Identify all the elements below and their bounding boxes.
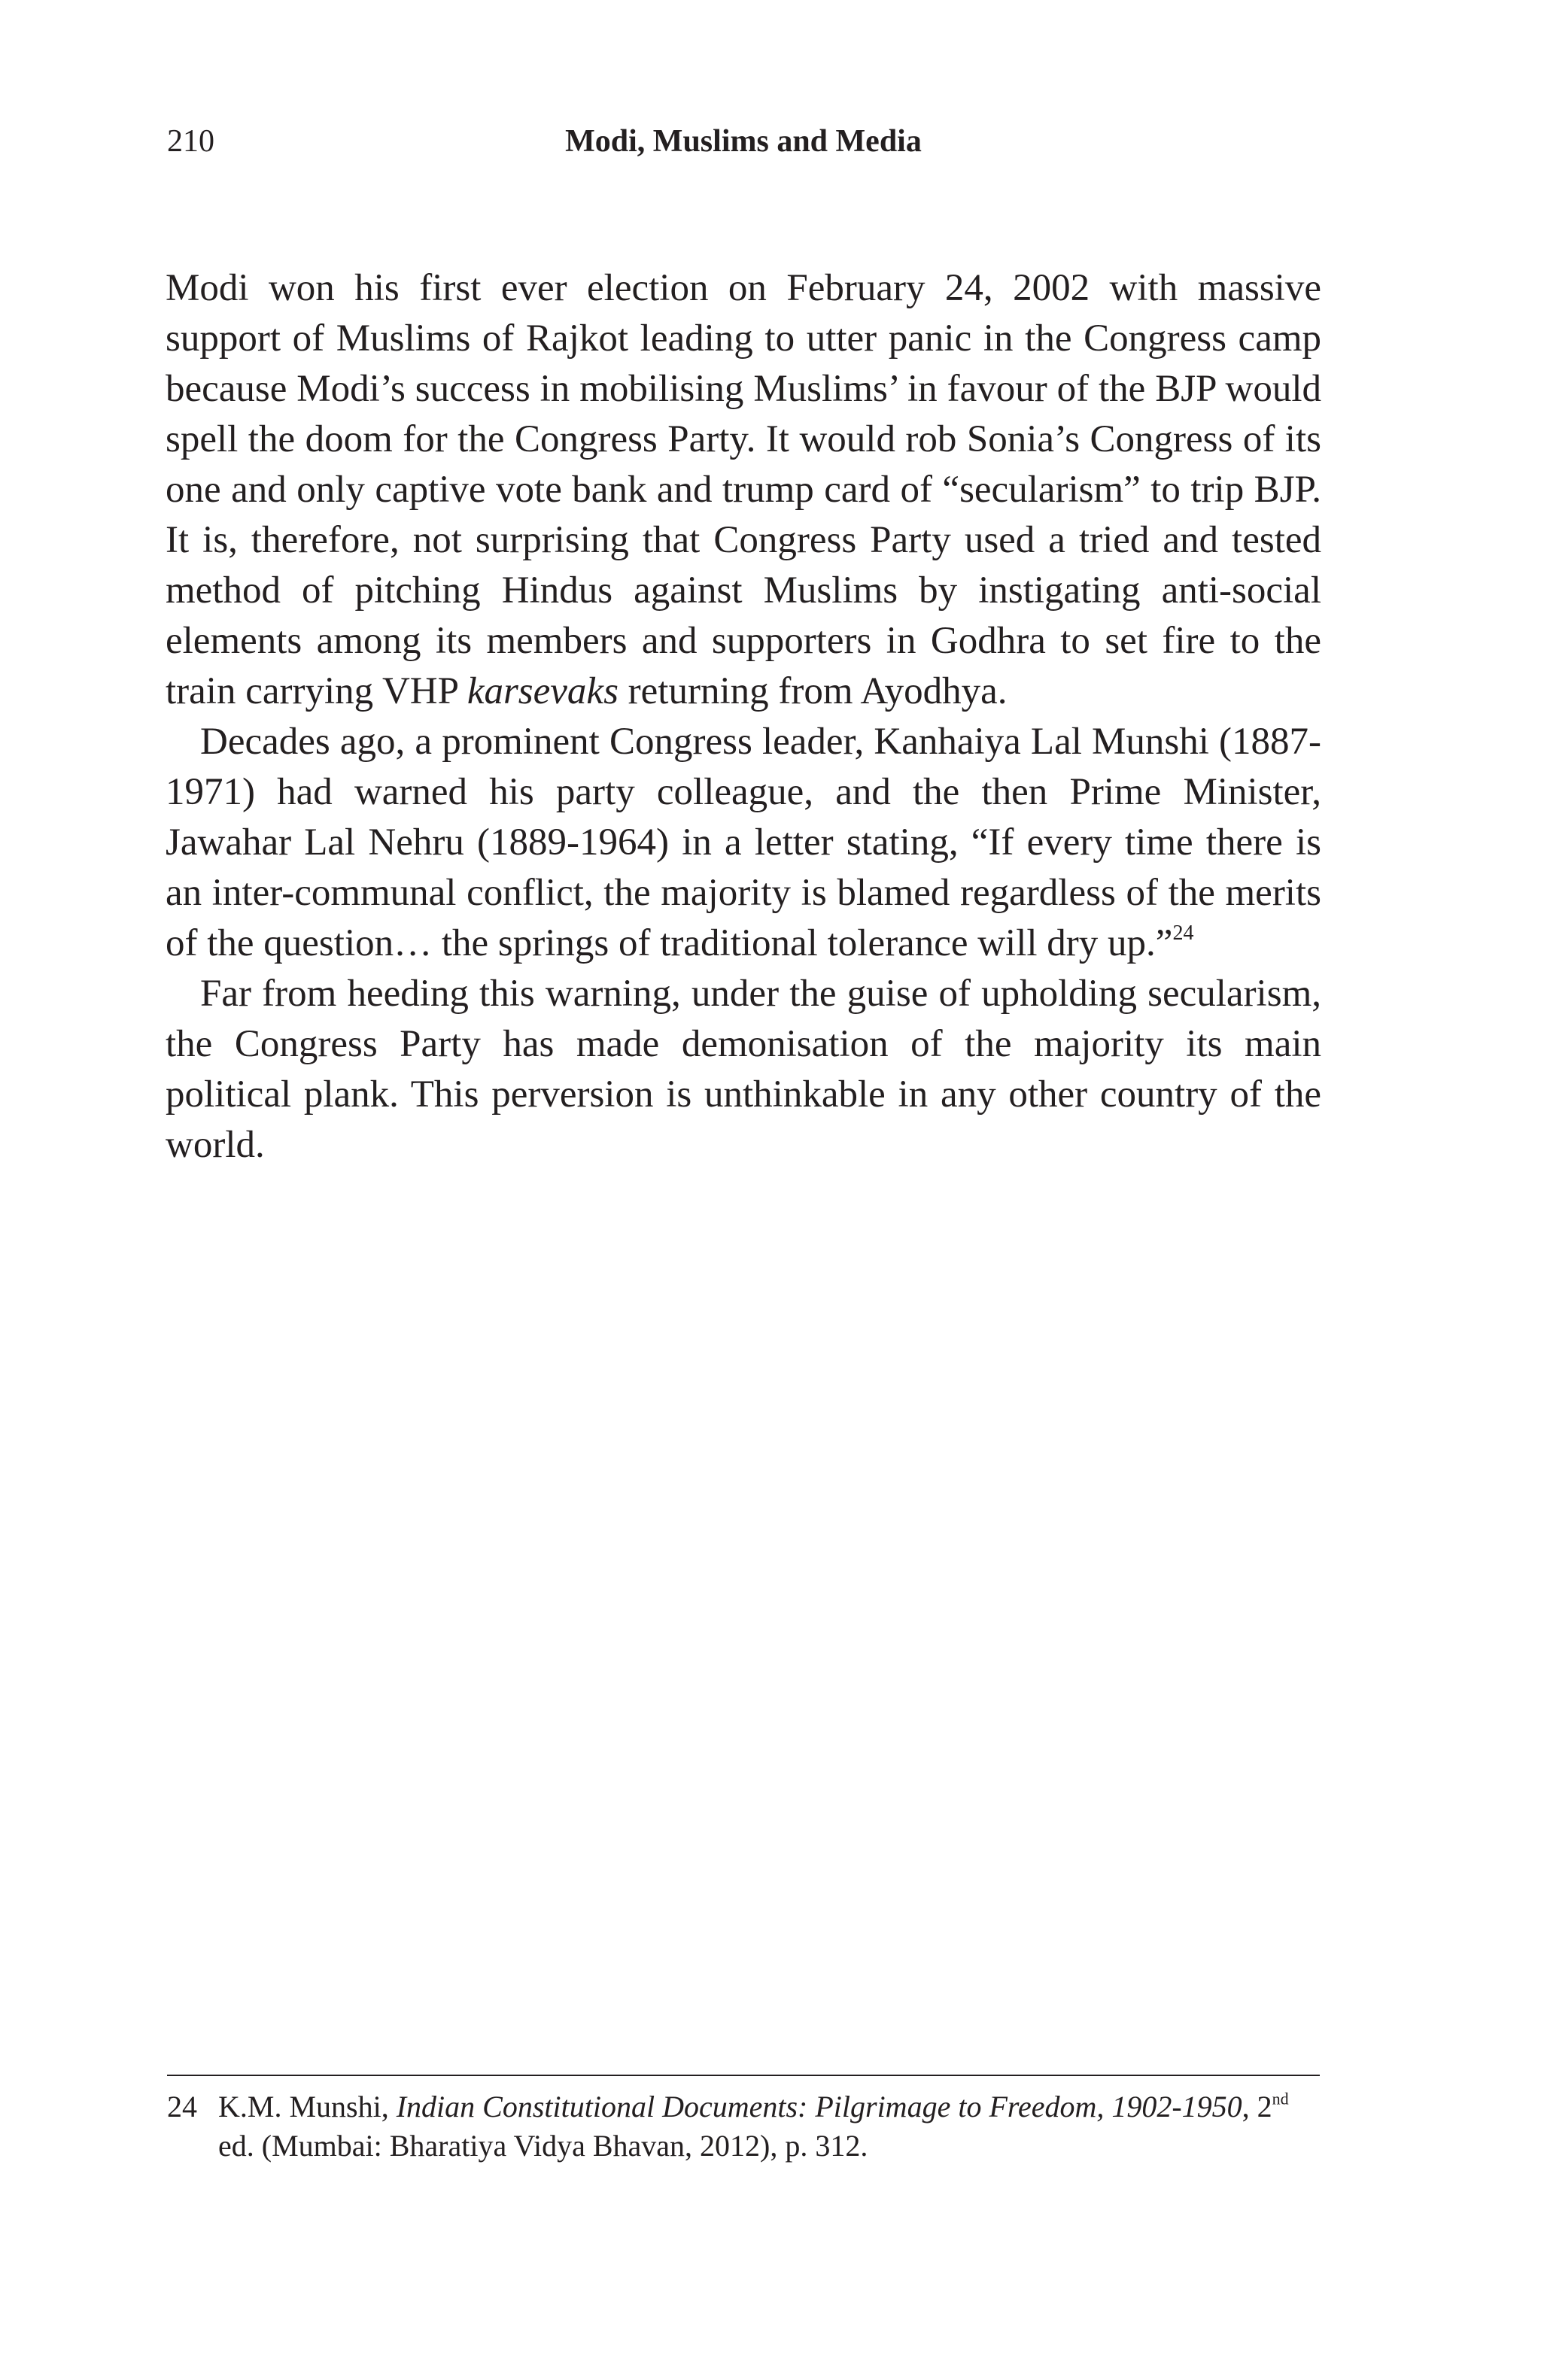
paragraph-2-text: Decades ago, a prominent Congress leader, Kanhaiya Lal Munshi (1887-1971) had warned his party colleague, and the then Prime Minister, Jawahar Lal Nehru (1889-1964) in a letter stating, “If every time there is an inter-communal conflict, the majority is blamed regardless of the merits of the question… the springs of traditional tolerance will dry up.” <box>166 721 1321 964</box>
footnote-text <box>218 2087 1320 2166</box>
paragraph-3-text: Far from heeding this warning, under the guise of upholding secularism, the Congress Party has made demonisation of the majority its main political plank. This perversion is unthinkable in any other country of the world. <box>166 973 1321 1166</box>
paragraph-1-italic: karsevaks <box>467 670 619 712</box>
paragraph-3 <box>166 969 1321 1170</box>
footnote-rule <box>167 2075 1320 2076</box>
running-head: Modi, Muslims and Media <box>565 124 922 159</box>
paragraph-1-text-1: Modi won his first ever election on February 24, 2002 with massive support of Muslims of Rajkot leading to utter panic in the Congress camp because Modi’s success in mobilising Muslims’ in favour of the BJP would spell the doom for the Congress Party. It would rob Sonia’s Congress of its one and only captive vote bank and trump card of “secularism” to trip BJP. It is, therefore, not surprising that Congress Party used a tried and tested method of pitching Hindus against Muslims by instigating anti-social elements among its members and supporters in Godhra to set fire to the train carrying VHP <box>166 267 1321 712</box>
footnote-edition-superscript: nd <box>1272 2089 1289 2108</box>
footnote-text-3: ed. (Mumbai: Bharatiya Vidya Bhavan, 2012), p. 312. <box>218 2129 868 2163</box>
footnote-text-1: K.M. Munshi, <box>218 2090 397 2123</box>
paragraph-2 <box>166 717 1321 969</box>
footnote-number: 24 <box>167 2090 197 2123</box>
footnote-title: Indian Constitutional Documents: Pilgrimage to Freedom, 1902-1950 <box>396 2090 1242 2123</box>
page-number: 210 <box>167 124 214 159</box>
footnote-text-2: , 2 <box>1242 2090 1272 2123</box>
footnote <box>167 2087 1320 2166</box>
body-text <box>166 263 1321 1170</box>
paragraph-1-text-2: returning from Ayodhya. <box>618 670 1008 712</box>
page-header <box>167 120 1320 162</box>
footnote-reference: 24 <box>1172 921 1194 945</box>
paragraph-1 <box>166 263 1321 717</box>
